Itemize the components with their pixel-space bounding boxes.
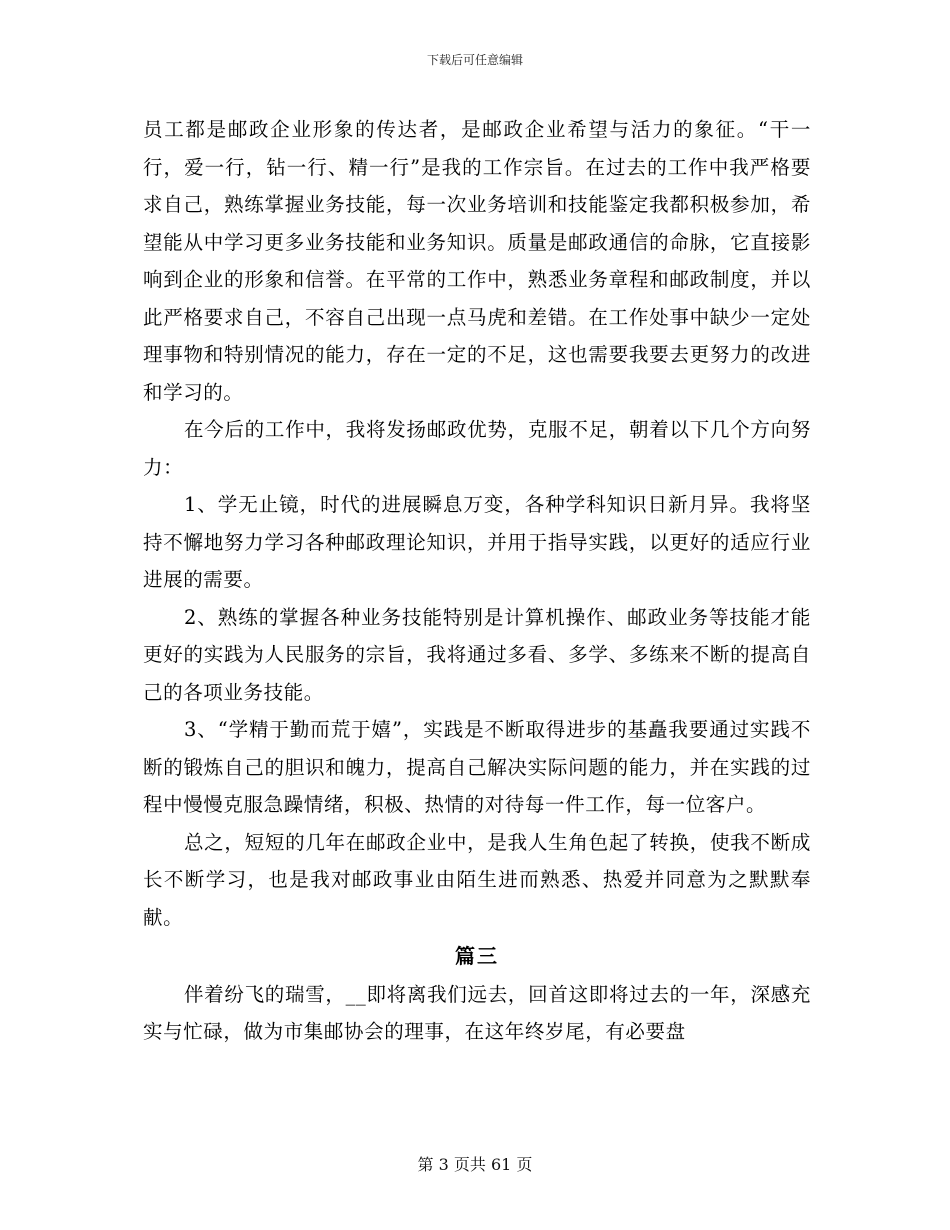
page-number-label: 第 3 页共 61 页 — [417, 1155, 533, 1174]
paragraph-future-directions: 在今后的工作中，我将发扬邮政优势，克服不足，朝着以下几个方向努力： — [143, 418, 811, 479]
header-note: 下载后可任意编辑 — [426, 53, 523, 67]
paragraph-section-intro: 伴着纷飞的瑞雪，__即将离我们远去，回首这即将过去的一年，深感充实与忙碌，做为市集邮协会的理事，在这年终岁尾，有必要盘 — [143, 982, 811, 1043]
section-title: 篇三 — [455, 944, 499, 968]
document-body — [143, 111, 811, 1051]
paragraph-summary: 总之，短短的几年在邮政企业中，是我人生角色起了转换，使我不断成长不断学习，也是我对邮政事业由陌生进而熟悉、热爱并同意为之默默奉献。 — [143, 830, 811, 929]
paragraph-continuation: 员工都是邮政企业形象的传达者，是邮政企业希望与活力的象征。“干一行，爱一行，钻一行、精一行”是我的工作宗旨。在过去的工作中我严格要求自己，熟练掌握业务技能，每一次业务培训和技能鉴定我都积极参加，希望能从中学习更多业务技能和业务知识。质量是邮政通信的命脉，它直接影响到企业的形象和信誉。在平常的工作中，熟悉业务章程和邮政制度，并以此严格要求自己，不容自己出现一点马虎和差错。在工作处事中缺少一定处理事物和特别情况的能力，存在一定的不足，这也需要我要去更努力的改进和学习的。 — [143, 118, 811, 404]
paragraph-point-1: 1、学无止镜，时代的进展瞬息万变，各种学科知识日新月异。我将坚持不懈地努力学习各种邮政理论知识，并用于指导实践，以更好的适应行业进展的需要。 — [143, 493, 811, 591]
page-footer — [0, 1155, 950, 1175]
paragraph-point-3: 3、“学精于勤而荒于嬉”，实践是不断取得进步的基矗我要通过实践不断的锻炼自己的胆识和魄力，提高自己解决实际问题的能力，并在实践的过程中慢慢克服急躁情绪，积极、热情的对待每一件工作，每一位客户。 — [143, 718, 811, 816]
page-header — [0, 52, 950, 68]
paragraph-point-2: 2、熟练的掌握各种业务技能特别是计算机操作、邮政业务等技能才能更好的实践为人民服务的宗旨，我将通过多看、多学、多练来不断的提高自己的各项业务技能。 — [143, 605, 811, 704]
